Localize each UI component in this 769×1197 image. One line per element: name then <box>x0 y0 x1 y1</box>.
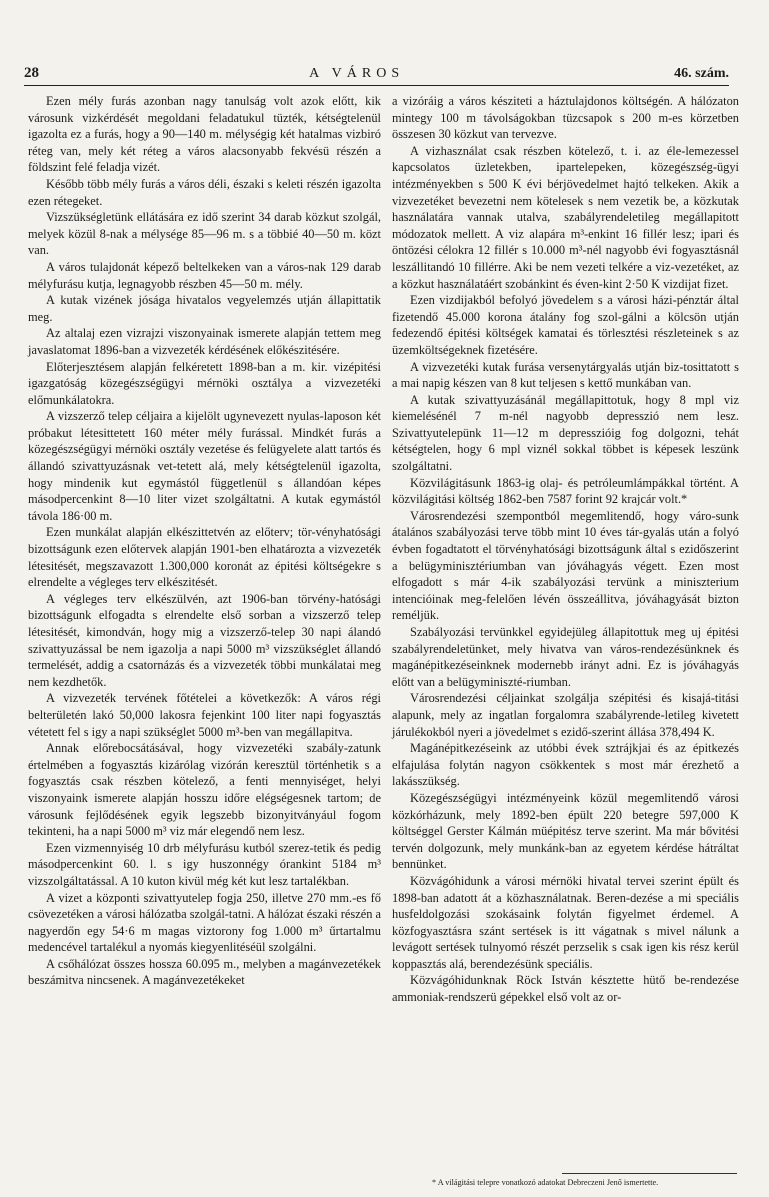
paragraph: Ezen vizmennyiség 10 drb mélyfurásu kutból szerez-tetik és pedig másodpercenkint 60. l. s igy huszonnégy órankint 5184 m³ vizszolgáltatással. A 10 kuton kivül még két kut lesz tartalékban. <box>28 840 381 888</box>
paragraph: A vizet a központi szivattyutelep fogja 250, illetve 270 mm.-es fő csövezetéken a városi hálózatba szolgál-tatni. A hálózat északi részén a nagyerdőn egy 54·6 m magas viztorony fog 1.000 m³ űrtartalmu medencével tartalékul a nyomás kiegyenlitéséül szolgálni. <box>28 890 381 955</box>
paragraph: Ezen vizdijakból befolyó jövedelem s a városi házi-pénztár által fizetendő 45.000 korona átalány fog szol-gálni a kölcsön utján fedezendő épitési költségek kamatai és törlesztési részleteinek s az üzemköltségeknek fizetésére. <box>392 293 739 357</box>
right-text-column <box>392 93 739 1006</box>
paragraph: A vizvezeték tervének főtételei a következők: A város régi belterületén lakó 50,000 lakosra fejenkint 100 liter napi fogyasztás vétetett fel s igy a napi szükséglet 5000 m³-ben van megállapitva. <box>28 691 381 739</box>
paragraph: Közvágóhidunknak Röck István késztette hütő be-rendezése ammoniak-rendszerü gépekkel első volt az or- <box>392 973 739 1005</box>
paragraph: A vizvezetéki kutak furása versenytárgyalás utján biz-tosittatott s a mai napig készen van 8 kut teljesen s kettő munkában van. <box>392 359 739 391</box>
paragraph: A vizhasználat csak részben kötelező, t. i. az éle-lemezessel kapcsolatos üzletekben, ipartelepeken, közegészség-ügyi intézményekben s 500 K évi bérjövedelmet hajtó telkeken. Akik a vizvezetéket bevezetni nem kötelesek s nem vezetik be, a közkutak használatára vannak utalva, szabályrendeletileg megállapitott módozatok mellett. A viz alapára m³-enkint 16 fillér lesz; ipari és öntözési célokra 12 fillér s 10.000 m³-nél nagyobb évi fogyasztásnál leszállitandó 10 fillérre. Aki be nem vezeti telkére a viz-vezetéket, az a közkut használatáért szobánkint és éven-kint 2·50 K vizdijat fizet. <box>392 143 739 291</box>
paragraph: Magánépitkezéseink az utóbbi évek sztrájkjai és az épitkezés elfajulása folytán nagyon csökkentek s most már érezhető a lakásszükség. <box>392 741 739 789</box>
paragraph: Vizszükségletünk ellátására ez idő szerint 34 darab közkut szolgál, melyek közül 8-nak a mélysége 85—96 m. s a többié 40—50 m. közt van. <box>28 210 381 258</box>
left-text-column <box>28 93 381 989</box>
paragraph: Közvilágitásunk 1863-ig olaj- és petróleumlámpákkal történt. A közvilágitási költség 1862-ben 7587 forint 92 krajcár volt.* <box>392 475 739 507</box>
paragraph: Közvágóhidunk a városi mérnöki hivatal tervei szerint épült és 1898-ban adatott át a közhasználatnak. Beren-dezése a mi speciális husfeldolgozási szokásaink folytán figyelmet érdemel. A közfogyasztásra szánt sertések is itt vágatnak s mivel nálunk a levágott sertések tulnyomó részét perzselik s csak igen kis rész kerül koppasztás alá, berendezésünk speciális. <box>392 873 739 971</box>
journal-title: A VÁROS <box>309 66 405 81</box>
paragraph: a vizóráig a város késziteti a háztulajdonos költségén. A hálózaton mintegy 100 m távolságokban tüzcsapok s 200 m-es körzetben összesen 30 közkut van tervezve. <box>392 94 739 142</box>
paragraph: Szabályozási tervünkkel egyidejüleg állapitottuk meg uj épitési szabályrendeletünket, mely hivatva van város-rendezésünknek és magánépitkezéseinknek modernebb irányt adni. Ez is jóváhagyás előtt van a belügyminiszté-riumban. <box>392 625 739 689</box>
paragraph: A végleges terv elkészülvén, azt 1906-ban törvény-hatósági bizottságunk elfogadta s elrendelte első sorban a vizszerző telep létesitését, kimondván, hogy mig a vizszerző-telep 30 napi álandó szivattyuzással be nem igazolja a napi 5000 m³ vizszükséglet állandó termelését, addig a csatornázás és a vizvezeték többi munkálatai meg nem kezdhetők. <box>28 591 381 689</box>
page-header <box>24 60 729 82</box>
paragraph: Az altalaj ezen vizrajzi viszonyainak ismerete alapján tettem meg javaslatomat 1896-ban a vizvezeték kérdésének előkészitésére. <box>28 326 381 357</box>
paragraph: A csőhálózat összes hossza 60.095 m., melyben a magánvezetékek beszámitva nincsenek. A magánvezetékeket <box>28 956 381 988</box>
paragraph: Annak előrebocsátásával, hogy vizvezetéki szabály-zatunk értelmében a fogyasztás kizárólag vizórán keresztül történhetik s a fogyasztás csak részben kötelező, a fenti mennyiséget, helyi viszonyaink ismerete alapján hosszu időre elégségesnek tartom; de városunk fejlődésének egyik legszebb bizonyitványául fogom tekinteni, ha a napi 5000 m³ viz már elegendő nem lesz. <box>28 741 381 839</box>
paragraph: Közegészségügyi intézményeink közül megemlitendő városi közkórházunk, mely 1892-ben épült 220 betegre 597,000 K költséggel Gerster Kálmán müépitész terve szerint. Ma már bővitési tervén dolgozunk, mely munkánk-ban az egyetem kérdése hátráltat bennünket. <box>392 790 739 872</box>
paragraph: A város tulajdonát képező beltelkeken van a város-nak 129 darab mélyfurásu kutja, legnagyobb részben 45—50 m. mély. <box>28 259 381 291</box>
paragraph: A kutak vizének jósága hivatalos vegyelemzés utján állapittatik meg. <box>28 293 381 324</box>
paragraph: A vizszerző telep céljaira a kijelölt ugynevezett nyulas-laposon két próbakut létesittetett 160 méter mély furással. Mindkét furás a közegészségügyi mérnöki osztály vezetése és felügyelete alatt tartós és állandó szivattyuzásnak vet-tetett alá, mely kétségtelenül igazolta, hogy mindenik kut egymástól függetlenül s állandóan képes másodpercenkint 8—10 liter vizet szolgáltatni. A kutak egymástól távola 186·00 m. <box>28 409 381 523</box>
issue-number: 46. szám. <box>674 66 729 81</box>
paragraph: Később több mély furás a város déli, északi s keleti részén igazolta ezen rétegeket. <box>28 176 381 208</box>
paragraph: Ezen mély furás azonban nagy tanulság volt azok előtt, kik városunk vizkérdését megoldani feladatukul tüzték, kétségtelenül igazolta ez a furás, hogy a 90—140 m. mélységig két hatalmas vizbiró réteg van, mely két réteg a város alacsonyabb fekvésü részén a földszint felé feladja vizét. <box>28 94 381 175</box>
paragraph: Ezen munkálat alapján elkészittetvén az előterv; tör-vényhatósági bizottságunk ezen előtervek alapján 1901-ben elhatározta a vizvezeték létesitését, megszavazott 1.300,000 koronát az épitési költségekre s elrendelte a végleges terv elkészitését. <box>28 525 381 590</box>
paragraph: A kutak szivattyuzásánál megállapittotuk, hogy 8 mpl viz kiemelésénél 7 m-nél nagyobb depresszió nem lesz. Szivattyutelepünk 11—12 m depresszióig fog dolgozni, tehát kétségtelen, hogy 6 mpl viznél sokkal többet is képesek leszünk szolgáltatni. <box>392 392 739 474</box>
header-divider <box>24 85 729 86</box>
footnote: * A világitási telepre vonatkozó adatokat Debreczeni Jenő ismertette. <box>432 1178 659 1187</box>
page-number: 28 <box>24 65 39 81</box>
footnote-divider <box>562 1173 737 1174</box>
paragraph: Városrendezési szempontból megemlitendő, hogy váro-sunk átalános szabályozási terve több mint 10 éves tár-gyalás után a folyó évben fogadtatott el törvényhatósági bizottságunk által s ezidőszerint a belügyminisztériumban van jóváhagyás végett. Ezen most elfogadott s már 4-ik szabályozási tervünk a miniszterium intencióinak meg-felelően lévén összeállitva, jóváhagyását bizton reméljük. <box>392 508 739 623</box>
paragraph: Előterjesztésem alapján felkéretett 1898-ban a m. kir. vizépitési igazgatóság közegészségügyi mérnöki osztálya a vizvezetéki előmunkálatokra. <box>28 359 381 407</box>
paragraph: Városrendezési céljainkat szolgálja szépitési és kisajá-titási alapunk, mely az ingatlan forgalomra szabályrende-letileg kivetett járulékokból nyeri a jövedelmet s ezidő-szerint állása 378,494 K. <box>392 691 739 739</box>
